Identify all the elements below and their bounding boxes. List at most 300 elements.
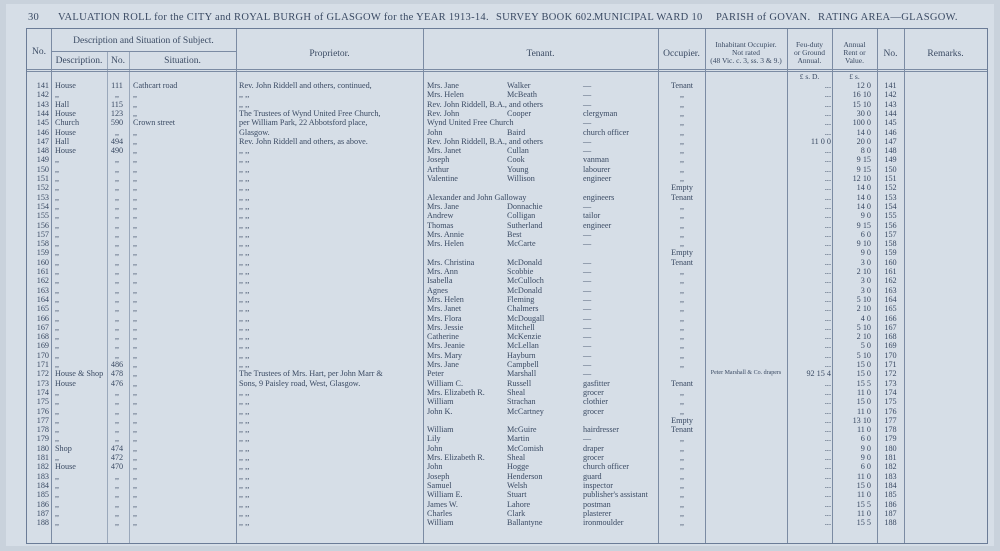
cell-prop: ,, ,, xyxy=(239,164,250,174)
cell-ts: Lahore xyxy=(507,499,531,509)
cell-tocc: grocer xyxy=(583,453,604,462)
cell-num: ,, xyxy=(114,480,120,490)
cell-sit: Crown street xyxy=(133,118,176,128)
table-row xyxy=(27,500,987,509)
cell-num: ,, xyxy=(114,518,120,528)
cell-feu: ... xyxy=(824,248,831,258)
cell-inh: Peter Marshall & Co. drapers xyxy=(710,370,782,377)
cell-tf: William xyxy=(427,425,454,435)
cell-ts: Chalmers xyxy=(507,304,539,314)
cell-rent: 14 0 xyxy=(856,192,871,202)
cell-num: ,, xyxy=(114,350,120,360)
cell-no2: 164 xyxy=(884,294,897,304)
cell-rent: 8 0 xyxy=(860,146,871,156)
cell-rent: 15 0 xyxy=(856,397,871,407)
cell-feu: ... xyxy=(824,453,831,462)
cell-no: 161 xyxy=(36,267,49,276)
cell-rent: 11 0 xyxy=(856,425,871,435)
cell-tf: Catherine xyxy=(427,332,459,342)
cell-feu: ... xyxy=(824,183,831,193)
cell-prop: Glasgow. xyxy=(239,127,270,137)
cell-ts: McGuire xyxy=(507,425,537,435)
cell-prop: ,, ,, xyxy=(239,350,250,360)
cell-ts: Hayburn xyxy=(507,350,536,360)
table-row xyxy=(27,518,987,527)
cell-no: 187 xyxy=(36,508,49,518)
cell-sit: ,, xyxy=(133,220,138,230)
cell-feu: ... xyxy=(824,239,831,249)
cell-no: 160 xyxy=(36,257,49,267)
cell-no2: 152 xyxy=(884,183,897,193)
col-header-remarks: Remarks. xyxy=(927,49,964,59)
cell-sit: ,, xyxy=(133,378,138,388)
cell-ts: Stuart xyxy=(507,490,527,500)
cell-desc: ,, xyxy=(55,155,60,165)
cell-num: ,, xyxy=(114,434,120,444)
cell-no2: 161 xyxy=(884,267,897,276)
cell-occ: Empty xyxy=(671,248,693,258)
cell-tf: Mrs. Janet xyxy=(427,146,462,156)
table-row xyxy=(27,369,987,378)
survey-book: SURVEY BOOK 602. xyxy=(496,12,595,23)
cell-tocc: engineer xyxy=(583,220,612,230)
table-row xyxy=(27,239,987,248)
cell-no2: 167 xyxy=(884,322,897,332)
cell-prop: Sons, 9 Paisley road, West, Glasgow. xyxy=(239,378,361,388)
cell-feu: ... xyxy=(824,425,831,435)
cell-tf: Rev. John xyxy=(427,108,460,118)
cell-no: 164 xyxy=(36,294,49,304)
cell-occ: ,, xyxy=(679,360,685,369)
cell-no: 168 xyxy=(36,332,49,342)
cell-tocc: — xyxy=(583,118,592,128)
cell-prop: ,, ,, xyxy=(239,453,250,462)
cell-feu: ... xyxy=(824,332,831,342)
cell-num: 478 xyxy=(110,369,124,379)
cell-no2: 142 xyxy=(884,90,897,100)
cell-prop: ,, ,, xyxy=(239,285,250,295)
cell-sit: ,, xyxy=(133,304,138,314)
cell-no2: 148 xyxy=(884,146,897,156)
cell-prop: ,, ,, xyxy=(239,257,250,267)
col-header-tenant: Tenant. xyxy=(526,49,555,59)
cell-tf: William E. xyxy=(427,490,463,500)
cell-no2: 187 xyxy=(884,508,897,518)
cell-ts: Scobbie xyxy=(507,267,534,276)
cell-sit: ,, xyxy=(133,267,138,276)
table-row xyxy=(27,183,987,192)
cell-no2: 147 xyxy=(884,136,897,146)
cell-tocc: ironmoulder xyxy=(583,518,624,528)
cell-no: 162 xyxy=(36,276,49,286)
cell-tf: Mrs. Elizabeth R. xyxy=(427,387,485,397)
cell-no: 169 xyxy=(36,341,49,351)
cell-ts: Ballantyne xyxy=(507,518,543,528)
cell-occ: Empty xyxy=(671,415,693,425)
cell-feu: ... xyxy=(824,415,831,425)
cell-ts: Sutherland xyxy=(507,220,543,230)
cell-prop: The Trustees of Wynd United Free Church, xyxy=(239,108,381,118)
cell-ts: Baird xyxy=(507,127,526,137)
table-row xyxy=(27,128,987,137)
cell-num: ,, xyxy=(114,248,120,258)
cell-tf: Mrs. Janet xyxy=(427,304,462,314)
cell-desc: ,, xyxy=(55,387,60,397)
page-header xyxy=(28,12,988,26)
table-row xyxy=(27,109,987,118)
cell-rent: 11 0 xyxy=(856,508,871,518)
cell-occ: ,, xyxy=(679,304,685,314)
cell-ts: Fleming xyxy=(507,294,535,304)
cell-ts: Donnachie xyxy=(507,201,543,211)
cell-no: 174 xyxy=(36,387,49,397)
cell-sit: ,, xyxy=(133,453,138,462)
cell-no2: 179 xyxy=(884,434,897,444)
cell-no2: 182 xyxy=(884,462,897,472)
cell-occ: ,, xyxy=(679,201,685,211)
cell-tocc: inspector xyxy=(583,480,614,490)
cell-no: 170 xyxy=(36,350,49,360)
cell-ts: Cullan xyxy=(507,146,529,156)
cell-sit: ,, xyxy=(133,332,138,342)
cell-desc: ,, xyxy=(55,239,60,249)
cell-no: 178 xyxy=(36,425,49,435)
cell-num: ,, xyxy=(114,490,120,500)
cell-desc: ,, xyxy=(55,229,60,239)
cell-desc: ,, xyxy=(55,220,60,230)
cell-feu: ... xyxy=(824,146,831,156)
table-row xyxy=(27,397,987,406)
cell-desc: ,, xyxy=(55,350,60,360)
cell-desc: ,, xyxy=(55,174,60,183)
cell-desc: ,, xyxy=(55,304,60,314)
cell-prop: ,, ,, xyxy=(239,480,250,490)
cell-tf: Valentine xyxy=(427,174,458,183)
cell-no2: 165 xyxy=(884,304,897,314)
table-row xyxy=(27,360,987,369)
cell-occ: ,, xyxy=(679,322,685,332)
col-header-annual-rent xyxy=(832,41,877,65)
cell-desc: ,, xyxy=(55,480,60,490)
municipal-ward: MUNICIPAL WARD 10 xyxy=(594,12,703,23)
cell-no2: 154 xyxy=(884,201,897,211)
cell-num: ,, xyxy=(114,155,120,165)
cell-feu: ... xyxy=(824,350,831,360)
cell-desc: ,, xyxy=(55,267,60,276)
cell-feu: ... xyxy=(824,267,831,276)
cell-rent: 5 0 xyxy=(860,341,871,351)
cell-desc: ,, xyxy=(55,211,60,221)
cell-sit: ,, xyxy=(133,518,138,528)
cell-prop: ,, ,, xyxy=(239,406,250,416)
cell-sit: ,, xyxy=(133,257,138,267)
table-row xyxy=(27,230,987,239)
cell-desc: Shop xyxy=(55,443,72,453)
cell-prop: ,, ,, xyxy=(239,341,250,351)
cell-occ: ,, xyxy=(679,136,685,146)
cell-no2: 177 xyxy=(884,415,897,425)
cell-prop: ,, ,, xyxy=(239,146,250,156)
table-row xyxy=(27,472,987,481)
cell-rent: 15 0 xyxy=(856,480,871,490)
cell-no: 185 xyxy=(36,490,49,500)
cell-feu: ... xyxy=(824,322,831,332)
table-row xyxy=(27,295,987,304)
cell-no: 141 xyxy=(36,81,49,90)
cell-no2: 180 xyxy=(884,443,897,453)
rent-line-3: Value. xyxy=(845,56,864,65)
cell-no: 157 xyxy=(36,229,49,239)
cell-no2: 149 xyxy=(884,155,897,165)
cell-sit: ,, xyxy=(133,341,138,351)
cell-sit: ,, xyxy=(133,443,138,453)
cell-no2: 162 xyxy=(884,276,897,286)
cell-occ: Tenant xyxy=(670,192,694,202)
cell-tocc: publisher's assistant xyxy=(583,490,648,500)
cell-occ: ,, xyxy=(679,267,685,276)
cell-no: 172 xyxy=(36,369,49,379)
cell-num: ,, xyxy=(114,211,120,221)
cell-tf: John K. xyxy=(427,406,453,416)
cell-occ: ,, xyxy=(679,480,685,490)
cell-num: ,, xyxy=(114,174,120,183)
cell-feu: ... xyxy=(824,220,831,230)
cell-tocc: postman xyxy=(583,499,611,509)
cell-num: ,, xyxy=(114,499,120,509)
cell-rent: 9 15 xyxy=(856,155,871,165)
cell-feu: ... xyxy=(824,127,831,137)
cell-feu: ... xyxy=(824,434,831,444)
cell-tf: Mrs. Helen xyxy=(427,294,464,304)
cell-occ: ,, xyxy=(679,387,685,397)
cell-tf: Mrs. Ann xyxy=(427,267,458,276)
cell-no: 153 xyxy=(36,192,49,202)
cell-tocc: — xyxy=(583,304,592,314)
cell-num: 494 xyxy=(110,136,124,146)
cell-ts: Strachan xyxy=(507,397,536,407)
cell-sit: ,, xyxy=(133,183,138,193)
cell-desc: Church xyxy=(55,118,80,128)
cell-no: 176 xyxy=(36,406,49,416)
cell-prop: Rev. John Riddell and others, continued, xyxy=(239,81,372,90)
cell-tf: Agnes xyxy=(427,285,448,295)
cell-feu: 92 15 4 xyxy=(806,369,831,379)
cell-no: 188 xyxy=(36,518,49,528)
cell-rent: 15 0 xyxy=(856,369,871,379)
cell-occ: ,, xyxy=(679,118,685,128)
cell-tf: Mrs. Helen xyxy=(427,90,464,100)
cell-no2: 166 xyxy=(884,313,897,323)
cell-desc: House xyxy=(55,108,76,118)
cell-rent: 2 10 xyxy=(856,267,871,276)
cell-no2: 141 xyxy=(884,81,897,90)
cell-tf: Joseph xyxy=(427,155,450,165)
cell-occ: ,, xyxy=(679,239,685,249)
table-row xyxy=(27,490,987,499)
cell-occ: ,, xyxy=(679,127,685,137)
cell-tocc: — xyxy=(583,369,592,379)
cell-occ: ,, xyxy=(679,443,685,453)
cell-no: 155 xyxy=(36,211,49,221)
inhabitant-line-2: Not rated xyxy=(731,48,761,57)
cell-occ: ,, xyxy=(679,508,685,518)
cell-num: ,, xyxy=(114,471,120,481)
cell-ts: Martin xyxy=(507,434,530,444)
cell-desc: ,, xyxy=(55,425,60,435)
table-row xyxy=(27,341,987,350)
cell-no: 148 xyxy=(36,146,49,156)
cell-tocc: — xyxy=(583,332,592,342)
cell-num: 115 xyxy=(111,99,123,109)
cell-num: ,, xyxy=(114,276,120,286)
cell-rent: 20 0 xyxy=(856,136,871,146)
cell-occ: ,, xyxy=(679,229,685,239)
cell-tf: Isabella xyxy=(427,276,453,286)
cell-ts: McDonald xyxy=(507,257,543,267)
cell-tocc: — xyxy=(583,201,592,211)
cell-no: 184 xyxy=(36,480,49,490)
cell-prop: ,, ,, xyxy=(239,490,250,500)
cell-occ: ,, xyxy=(679,406,685,416)
cell-tocc: labourer xyxy=(583,164,611,174)
cell-tf: John xyxy=(427,462,443,472)
cell-sit: ,, xyxy=(133,99,138,109)
cell-occ: Tenant xyxy=(670,378,694,388)
cell-no: 146 xyxy=(36,127,49,137)
table-row xyxy=(27,211,987,220)
cell-ts: McDonald xyxy=(507,285,543,295)
cell-ts: McKenzie xyxy=(507,332,542,342)
cell-no: 181 xyxy=(36,453,49,462)
cell-num: ,, xyxy=(114,294,120,304)
cell-num: ,, xyxy=(114,229,120,239)
cell-tf: John xyxy=(427,127,443,137)
cell-tf: Mrs. Helen xyxy=(427,239,464,249)
feu-units: £ s. D. xyxy=(799,72,820,81)
cell-tocc: — xyxy=(583,267,592,276)
cell-sit: ,, xyxy=(133,350,138,360)
cell-occ: ,, xyxy=(679,108,685,118)
cell-tocc: engineers xyxy=(583,192,615,202)
cell-desc: ,, xyxy=(55,397,60,407)
cell-no2: 146 xyxy=(884,127,897,137)
cell-prop: ,, ,, xyxy=(239,471,250,481)
cell-ts: Mitchell xyxy=(507,322,535,332)
cell-tf: Arthur xyxy=(427,164,449,174)
cell-no: 151 xyxy=(36,174,49,183)
cell-desc: ,, xyxy=(55,294,60,304)
cell-desc: House & Shop xyxy=(55,369,104,379)
cell-tf: Mrs. Jane xyxy=(427,201,459,211)
cell-sit: ,, xyxy=(133,360,138,369)
cell-no2: 158 xyxy=(884,239,897,249)
cell-ts: Hogge xyxy=(507,462,529,472)
cell-occ: ,, xyxy=(679,350,685,360)
cell-desc: ,, xyxy=(55,434,60,444)
cell-feu: ... xyxy=(824,285,831,295)
cell-feu: ... xyxy=(824,211,831,221)
cell-rent: 6 0 xyxy=(860,229,871,239)
cell-no2: 157 xyxy=(884,229,897,239)
cell-no2: 169 xyxy=(884,341,897,351)
cell-prop: ,, ,, xyxy=(239,99,250,109)
cell-feu: ... xyxy=(824,304,831,314)
cell-ts: Willison xyxy=(507,174,535,183)
table-row xyxy=(27,453,987,462)
cell-no2: 159 xyxy=(884,248,897,258)
cell-prop: ,, ,, xyxy=(239,276,250,286)
cell-ts: Sheal xyxy=(507,387,526,397)
cell-sit: ,, xyxy=(133,499,138,509)
cell-occ: ,, xyxy=(679,332,685,342)
cell-prop: ,, ,, xyxy=(239,360,250,369)
cell-no2: 174 xyxy=(884,387,897,397)
col-header-description-group: Description and Situation of Subject. xyxy=(73,36,214,46)
cell-rent: 11 0 xyxy=(856,387,871,397)
inhabitant-line-1: Inhabitant Occupier. xyxy=(715,40,777,49)
cell-tf: Mrs. Jane xyxy=(427,81,459,90)
col-header-inhabitant xyxy=(705,41,787,65)
table-row xyxy=(27,304,987,313)
cell-tocc: — xyxy=(583,257,592,267)
cell-occ: ,, xyxy=(679,146,685,156)
cell-no2: 176 xyxy=(884,406,897,416)
cell-ts: Cook xyxy=(507,155,525,165)
cell-tf: Peter xyxy=(427,369,444,379)
cell-rent: 9 0 xyxy=(860,211,871,221)
cell-ts: Campbell xyxy=(507,360,539,369)
table-row xyxy=(27,248,987,257)
cell-sit: ,, xyxy=(133,415,138,425)
cell-no2: 160 xyxy=(884,257,897,267)
cell-ts: Welsh xyxy=(507,480,528,490)
cell-prop: per William Park, 22 Abbotsford place, xyxy=(239,118,368,128)
cell-ts: McBeath xyxy=(507,90,538,100)
col-header-situation: Situation. xyxy=(164,56,201,66)
cell-no2: 184 xyxy=(884,480,897,490)
cell-rent: 15 5 xyxy=(856,518,871,528)
cell-desc: ,, xyxy=(55,285,60,295)
feu-line-3: Annual. xyxy=(797,56,822,65)
cell-feu: ... xyxy=(824,443,831,453)
cell-no2: 186 xyxy=(884,499,897,509)
table-row xyxy=(27,416,987,425)
cell-occ: ,, xyxy=(679,453,685,462)
cell-rent: 2 10 xyxy=(856,304,871,314)
cell-sit: ,, xyxy=(133,248,138,258)
cell-no2: 178 xyxy=(884,425,897,435)
cell-occ: ,, xyxy=(679,341,685,351)
cell-tf: Mrs. Christina xyxy=(427,257,475,267)
cell-no: 145 xyxy=(36,118,49,128)
cell-tocc: — xyxy=(583,81,592,90)
cell-tf: Rev. John Riddell, B.A., and others xyxy=(427,99,543,109)
cell-tocc: — xyxy=(583,146,592,156)
cell-num: 590 xyxy=(110,118,124,128)
cell-rent: 15 5 xyxy=(856,378,871,388)
cell-feu: ... xyxy=(824,276,831,286)
cell-prop: ,, ,, xyxy=(239,415,250,425)
cell-sit: ,, xyxy=(133,229,138,239)
cell-num: 123 xyxy=(110,108,124,118)
cell-tocc: — xyxy=(583,285,592,295)
cell-sit: ,, xyxy=(133,192,138,202)
cell-ts: McCulloch xyxy=(507,276,544,286)
cell-no2: 185 xyxy=(884,490,897,500)
cell-prop: ,, ,, xyxy=(239,229,250,239)
table-row xyxy=(27,286,987,295)
cell-prop: ,, ,, xyxy=(239,192,250,202)
